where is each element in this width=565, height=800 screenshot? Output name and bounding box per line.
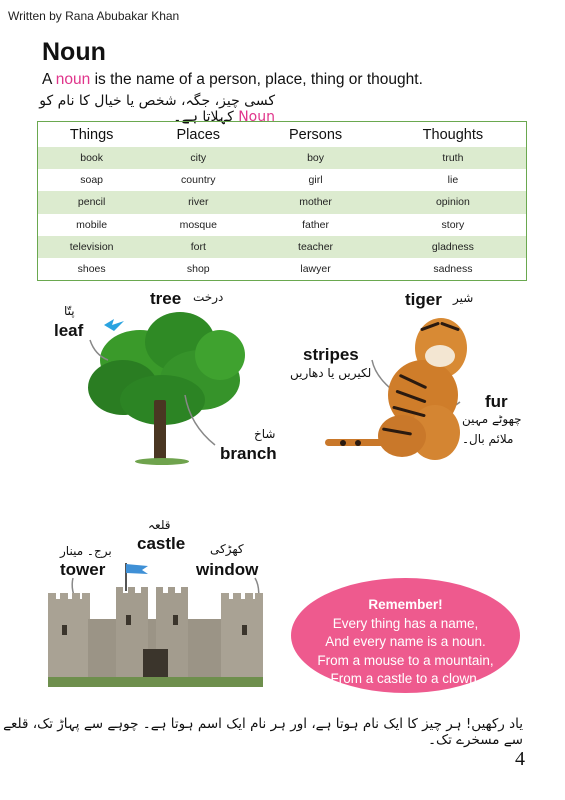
table-cell: sadness <box>380 258 527 281</box>
table-cell: teacher <box>251 236 380 258</box>
table-cell: gladness <box>380 236 527 258</box>
tree-urdu: درخت <box>193 290 224 304</box>
tiger-label: tiger <box>405 290 442 309</box>
tree-label: tree <box>150 289 182 308</box>
table-cell: mother <box>251 191 380 213</box>
remember-line: And every name is a noun. <box>325 634 486 649</box>
branch-label: branch <box>220 444 277 463</box>
tower-urdu: برج۔ مینار <box>60 544 112 558</box>
table-cell: opinion <box>380 191 527 213</box>
table-cell: father <box>251 214 380 236</box>
table-cell: book <box>38 147 146 169</box>
header-thoughts: Thoughts <box>422 126 484 143</box>
header-places: Places <box>176 126 221 143</box>
flag-icon <box>122 561 152 591</box>
table-cell: truth <box>380 147 527 169</box>
table-cell: mobile <box>38 214 146 236</box>
definition-pre: A <box>42 71 56 88</box>
table-cell: story <box>380 214 527 236</box>
table-cell: country <box>145 169 251 191</box>
author-line: Written by Rana Abubakar Khan <box>8 9 180 23</box>
window-label: window <box>196 560 259 579</box>
header-things: Things <box>69 126 114 143</box>
fur-urdu-2: ملائم بال۔ <box>462 432 514 446</box>
urdu-remember: یاد رکھیں! ہر چیز کا ایک نام ہوتا ہے، اور ہر نام ایک اسم ہوتا ہے۔ چوہے سے پہاڑ تک، قلعے سے مسخرے تک۔ <box>3 716 523 748</box>
table-cell: river <box>145 191 251 213</box>
remember-line: From a castle to a clown. <box>330 671 481 686</box>
window-urdu: کھڑکی <box>210 542 244 556</box>
tower-label: tower <box>60 560 106 579</box>
table-cell: shoes <box>38 258 146 281</box>
fur-urdu-1: چھوٹے مہین <box>462 412 522 426</box>
page-title: Noun <box>42 38 106 66</box>
urdu-definition-post: کہلاتا ہے۔ <box>173 109 239 125</box>
page-number: 4 <box>515 748 525 770</box>
table-cell: television <box>38 236 146 258</box>
table-cell: girl <box>251 169 380 191</box>
table-cell: shop <box>145 258 251 281</box>
remember-line: From a mouse to a mountain, <box>317 652 494 668</box>
remember-bubble <box>291 578 520 693</box>
definition-post: is the name of a person, place, thing or thought. <box>90 71 423 88</box>
urdu-definition-highlight: Noun <box>238 109 275 125</box>
table-cell: lawyer <box>251 258 380 281</box>
remember-title: Remember! <box>368 597 443 612</box>
urdu-definition-pre: کسی چیز، جگہ، شخص یا خیال کا نام کو <box>39 93 275 109</box>
table-cell: pencil <box>38 191 146 213</box>
table-cell: lie <box>380 169 527 191</box>
leaf-urdu: پتّا <box>64 304 75 318</box>
table-cell: fort <box>145 236 251 258</box>
stripes-urdu: لکیریں یا دھاریں <box>290 366 372 380</box>
table-cell: boy <box>251 147 380 169</box>
tiger-urdu: شیر <box>453 291 474 305</box>
stripes-label: stripes <box>303 345 359 364</box>
castle-illustration <box>48 585 263 687</box>
leaf-label: leaf <box>54 321 84 340</box>
remember-line: Every thing has a name, <box>332 615 479 631</box>
castle-urdu: قلعہ <box>148 518 171 532</box>
table-cell: soap <box>38 169 146 191</box>
table-cell: city <box>145 147 251 169</box>
fur-label: fur <box>485 392 508 411</box>
branch-urdu: شاخ <box>254 427 276 441</box>
definition-highlight: noun <box>55 71 91 88</box>
table-cell: mosque <box>145 214 251 236</box>
castle-label: castle <box>137 534 186 553</box>
header-persons: Persons <box>288 126 343 143</box>
